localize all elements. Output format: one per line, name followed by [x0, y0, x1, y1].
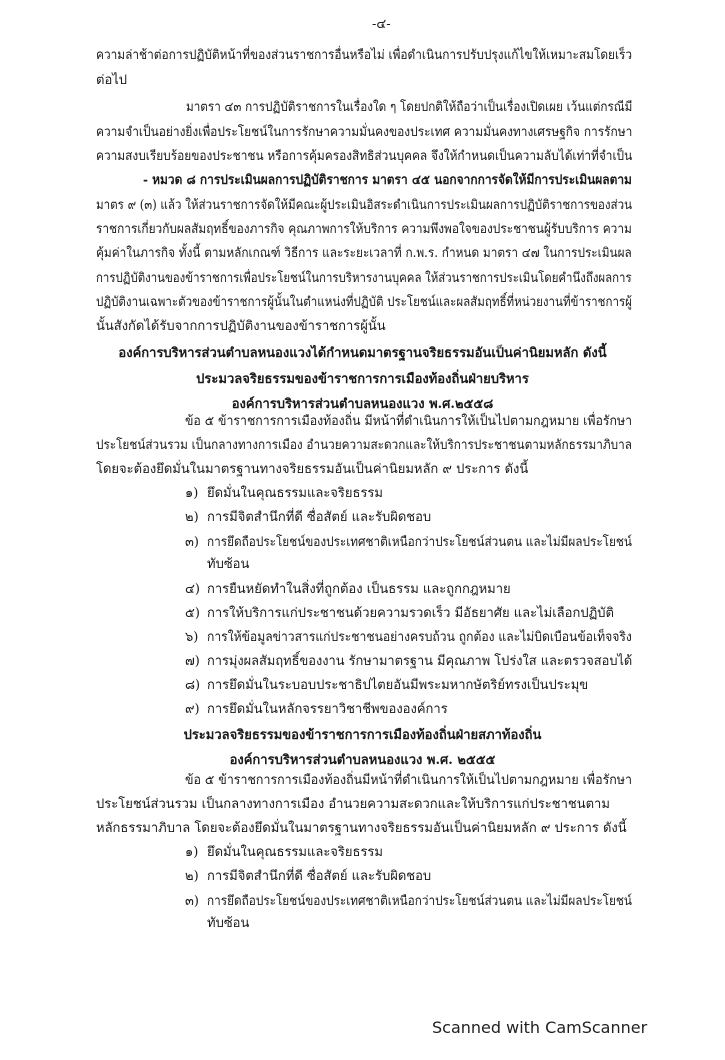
list-item: การยึดถือประโยชน์ของประเทศชาติเหนือกว่าประโยชน์ส่วนตน และไม่มีผลประโยชน์: [207, 894, 632, 909]
section-heading: องค์การบริหารส่วนตำบลหนองแวง พ.ศ. ๒๕๕๕: [229, 753, 496, 768]
paragraph-line: ความล่าช้าต่อการปฏิบัติหน้าที่ของส่วนราชการอื่นหรือไม่ เพื่อดำเนินการปรับปรุงแก้ไขให้เหมาะสมโดยเร็ว: [96, 48, 633, 63]
list-item: การยึดมั่นในหลักจรรยาวิชาชีพขององค์การ: [207, 702, 448, 717]
list-item-number: ๘): [185, 678, 201, 693]
section-heading: ประมวลจริยธรรมของข้าราชการการเมืองท้องถิ่นฝ่ายสภาท้องถิ่น: [183, 728, 542, 743]
section-heading: องค์การบริหารส่วนตำบลหนองแวงได้กำหนดมาตรฐานจริยธรรมอันเป็นค่านิยมหลัก ดังนี้: [118, 346, 607, 361]
paragraph-line: มาตร ๙ (๓) แล้ว ให้ส่วนราชการจัดให้มีคณะผู้ประเมินอิสระดำเนินการประเมินผลการปฏิบัติราชการของส่วน: [96, 198, 633, 213]
paragraph-line: ประโยชน์ส่วนรวม เป็นกลางทางการเมือง อำนวยความสะดวกและให้บริการประชาชนตามหลักธรรมาภิบาล: [96, 438, 632, 453]
paragraph-line: ความสงบเรียบร้อยของประชาชน หรือการคุ้มครองสิทธิส่วนบุคคล จึงให้กำหนดเป็นความลับได้เท่าที่จำเป็น: [96, 149, 633, 164]
paragraph-line: ความจำเป็นอย่างยิ่งเพื่อประโยชน์ในการรักษาความมั่นคงของประเทศ ความมั่นคงทางเศรษฐกิจ การรักษา: [96, 125, 633, 140]
list-item-number: ๓): [185, 894, 199, 909]
paragraph-line: ปฏิบัติงานเฉพาะตัวของข้าราชการผู้นั้นในตำแหน่งที่ปฏิบัติ ประโยชน์และผลสัมฤทธิ์ที่หน่วยงานที่ข้าราชการผู้: [96, 295, 632, 310]
list-item-number: ๓): [185, 535, 199, 550]
scanner-watermark: Scanned with CamScanner: [432, 1018, 648, 1037]
paragraph-line: ต่อไป: [96, 73, 128, 88]
list-item: การยึดมั่นในระบอบประชาธิปไตยอันมีพระมหากษัตริย์ทรงเป็นประมุข: [207, 678, 589, 693]
list-item-number: ๒): [185, 510, 199, 525]
list-item: การให้ข้อมูลข่าวสารแก่ประชาชนอย่างครบถ้วน ถูกต้อง และไม่บิดเบือนข้อเท็จจริง: [207, 630, 632, 645]
paragraph-line: นั้นสังกัดได้รับจากการปฏิบัติงานของข้าราชการผู้นั้น: [96, 319, 386, 334]
list-item-number: ๑): [185, 486, 199, 501]
paragraph-line: ข้อ ๕ ข้าราชการการเมืองท้องถิ่น มีหน้าที่ดำเนินการให้เป็นไปตามกฎหมาย เพื่อรักษา: [185, 414, 633, 429]
list-item-number: ๒): [185, 869, 199, 884]
list-item: การมีจิตสำนึกที่ดี ซื่อสัตย์ และรับผิดชอบ: [207, 869, 432, 884]
paragraph-line: โดยจะต้องยึดมั่นในมาตรฐานทางจริยธรรมอันเป็นค่านิยมหลัก ๙ ประการ ดังนี้: [96, 462, 529, 477]
list-item: ยึดมั่นในคุณธรรมและจริยธรรม: [207, 486, 383, 501]
list-item: ยึดมั่นในคุณธรรมและจริยธรรม: [207, 845, 383, 860]
list-item-continuation: ทับซ้อน: [207, 916, 250, 931]
list-item: การมีจิตสำนึกที่ดี ซื่อสัตย์ และรับผิดชอบ: [207, 510, 432, 525]
paragraph-line: หลักธรรมาภิบาล โดยจะต้องยึดมั่นในมาตรฐานทางจริยธรรมอันเป็นค่านิยมหลัก ๙ ประการ ดังนี้: [96, 821, 627, 836]
list-item-number: ๗): [185, 654, 200, 669]
paragraph-line: - หมวด ๘ การประเมินผลการปฏิบัติราชการ มาตรา ๔๕ นอกจากการจัดให้มีการประเมินผลตาม: [143, 173, 632, 188]
list-item-number: ๕): [185, 606, 200, 621]
section-heading: ประมวลจริยธรรมของข้าราชการการเมืองท้องถิ่นฝ่ายบริหาร: [196, 372, 529, 387]
paragraph-line: ราชการเกี่ยวกับผลสัมฤทธิ์ของภารกิจ คุณภาพการให้บริการ ความพึงพอใจของประชาชนผู้รับบริการ ความ: [96, 222, 632, 237]
list-item-number: ๑): [185, 845, 199, 860]
list-item: การยึดถือประโยชน์ของประเทศชาติเหนือกว่าประโยชน์ส่วนตน และไม่มีผลประโยชน์: [207, 535, 632, 550]
list-item: การยืนหยัดทำในสิ่งที่ถูกต้อง เป็นธรรม และถูกกฎหมาย: [207, 582, 511, 597]
section-heading: องค์การบริหารส่วนตำบลหนองแวง พ.ศ.๒๕๕๘: [231, 397, 494, 412]
list-item-continuation: ทับซ้อน: [207, 557, 250, 572]
list-item: การให้บริการแก่ประชาชนด้วยความรวดเร็ว มีอัธยาศัย และไม่เลือกปฏิบัติ: [207, 606, 614, 621]
list-item-number: ๔): [185, 582, 200, 597]
page-number: -๔-: [372, 17, 391, 32]
paragraph-line: มาตรา ๔๓ การปฏิบัติราชการในเรื่องใด ๆ โดยปกติให้ถือว่าเป็นเรื่องเปิดเผย เว้นแต่กรณีมี: [186, 100, 633, 115]
list-item-number: ๙): [185, 702, 200, 717]
paragraph-line: ข้อ ๕ ข้าราชการการเมืองท้องถิ่นมีหน้าที่ดำเนินการให้เป็นไปตามกฎหมาย เพื่อรักษา: [185, 773, 632, 788]
paragraph-line: การปฏิบัติงานของข้าราชการเพื่อประโยชน์ในการบริหารงานบุคคล ให้ส่วนราชการประเมินโดยคำนึงถึงผลการ: [96, 271, 632, 286]
list-item: การมุ่งผลสัมฤทธิ์ของงาน รักษามาตรฐาน มีคุณภาพ โปร่งใส และตรวจสอบได้: [207, 654, 633, 669]
paragraph-line: คุ้มค่าในภารกิจ ทั้งนี้ ตามหลักเกณฑ์ วิธีการ และระยะเวลาที่ ก.พ.ร. กำหนด มาตรา ๔๗ ในการประเมินผล: [96, 246, 632, 261]
paragraph-line: ประโยชน์ส่วนรวม เป็นกลางทางการเมือง อำนวยความสะดวกและให้บริการแก่ประชาชนตาม: [96, 797, 610, 812]
list-item-number: ๖): [185, 630, 199, 645]
